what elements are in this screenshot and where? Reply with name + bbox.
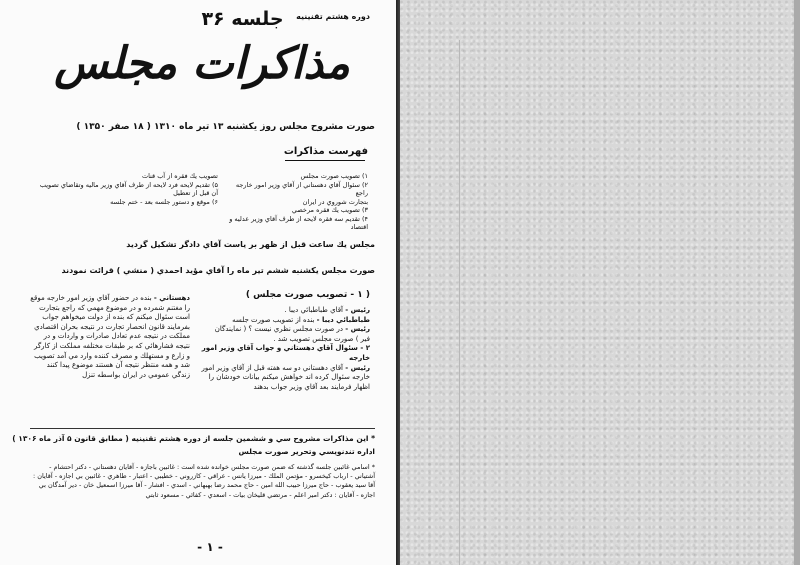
toc-item: تصويب يك فقره از آب قنات [141, 172, 218, 180]
paragraph-text: فير ) صورت مجلس تصويب شد . [273, 334, 370, 343]
session-title: جلسه ۳۶ [201, 8, 284, 30]
paragraph [200, 364, 370, 393]
paragraph-text: آقاي طباطبائي ديبا . [284, 306, 343, 314]
toc-item: ۶) موقع و دستور جلسه بعد - ختم جلسه [110, 197, 218, 206]
speaker-name: رئيس - [345, 325, 370, 334]
speaker-name: طباطبائي ديبا - [316, 315, 370, 324]
toc-right-column [228, 172, 368, 232]
toc-item: ۵) تقديم لايحه فرد لايحه از طرف آقاي وزير ماليه وتقاضاي تصويب [39, 180, 218, 189]
paragraph [200, 316, 370, 326]
paragraph [30, 294, 190, 380]
paragraph-text: در صورت مجلس نظري نيست ؟ ( نمايندگان [214, 325, 343, 334]
toc-item: آن قبل از تعطيل [173, 189, 218, 197]
toc-underline [285, 160, 365, 161]
toc-left-column [38, 172, 218, 206]
footnote-session-note: * اين مذاكرات مشروح سي و ششمين جلسه از دوره هشتم تقنينيه ( مطابق قانون ۵ آذر ماه ۱۳۰۶ ) [12, 434, 375, 443]
dateline: صورت مشروح مجلس روز يكشنبه ۱۳ تير ماه ۱۳۱۰ ( ۱۸ صفر ۱۳۵۰ ) [76, 122, 375, 132]
speaker-name: رئيس - [345, 306, 370, 314]
paragraph [200, 306, 370, 316]
column-guide-line [459, 40, 460, 565]
paragraph-text: آقاي دهستاني دو سه هفته قبل از آقاي وزير امور خارجه سئوال كرده اند خواهش ميكنم بيانات خودشان را اظهار فرمايند بعد آقاي وزير جواب بدهند [201, 363, 370, 391]
speaker-name: رئيس - [345, 363, 370, 372]
footnote-divider [30, 428, 375, 429]
toc-item: ۳) تصويب يك فقره مرخصي [291, 206, 368, 214]
paragraph [200, 335, 370, 345]
toc-item: ۴) تقديم سه فقره لايحه از طرف آقاي وزير عدليه و اقتصاد [229, 214, 368, 231]
paragraph-text: بنده از تصويب صورت جلسه [232, 315, 315, 324]
minutes-reading-line: صورت مجلس يكشنبه ششم تير ماه را آقاي مؤيد احمدي ( منشي ) قرائت نمودند [61, 266, 375, 275]
toc-item: بتجارت شوروي در ايران [302, 197, 368, 206]
section-heading: ( ۱ - تصويب صورت مجلس ) [245, 290, 370, 300]
left-text-column [30, 294, 190, 380]
page-number: - ۱ - [197, 540, 223, 554]
masthead-title: مذاكرات مجلس [54, 38, 350, 89]
toc-item: ۱) تصويب صورت مجلس [300, 172, 368, 180]
paragraph [200, 325, 370, 335]
toc-item: ۲) سئوال آقاي دهستاني از آقاي وزير امور خارجه راجع [235, 180, 368, 197]
speaker-name: دهستاني - [153, 294, 190, 302]
right-text-column [200, 306, 370, 392]
absentees-list: * اسامي غائبين جلسه گذشته كه ضمن صورت مجلس خوانده شده است : غائبين باجازه - آقايان دهستاني - دكتر احتشام - آشتياني - ارباب كيخسرو - مؤتمن الملك - ميرزا يانس - عراقي - كازروني - خطيبي - اعتبار - طاهري - غائبين بي اجازه - آقايان : آقا سيد يعقوب - حاج ميرزا حبيب الله امين - حاج محمد رضا بهبهاني - اسدي - افشار - آقا ميرزا اسمعيل خان - دير آمدگان بي اجازه - آقايان : دكتر امير اعلم - مرتضي قليخان بيات - اسعدي - كفائي - مسعود ثابتي [32, 463, 375, 499]
toc-heading: فهرست مذاكرات [283, 146, 368, 157]
paragraph-text: بنده در حضور آقاي وزير امور خارجه موقع را مغتنم شمرده و در موضوع مهمي كه راجع بتجارت است سئوال ميكنم كه بنده از دولت ميخواهم جواب بفرمايند قانون انحصار تجارت در نتيجه بحران اقتصادي مملكت در نتيجه عدم تعادل صادرات و واردات و در نتيجه فشارهائي كه بر طبقات مختلفه مملكت از كارگر و زارع و مستهلك و مصرف كننده وارد مي آمد تصويب شد و همه منتظر نتيجه آن هستند موضوع پيدا كنند زندگي عمومي در ايران بواسطه تنزل [30, 294, 190, 379]
period-label: دوره هشتم تقنينيه [296, 12, 370, 21]
subsection-heading: ۲ - سئوال آقاي دهستاني و جواب آقاي وزير امور خارجه [201, 344, 370, 362]
footnote-office-note: اداره تندنويسي وتحرير صورت مجلس [238, 447, 375, 456]
paragraph [200, 344, 370, 363]
opening-line: مجلس يك ساعت قبل از ظهر بر ياست آقاي دادگر تشكيل گرديد [126, 240, 375, 249]
newspaper-page-right-blank [400, 0, 800, 565]
page-edge [794, 0, 800, 565]
